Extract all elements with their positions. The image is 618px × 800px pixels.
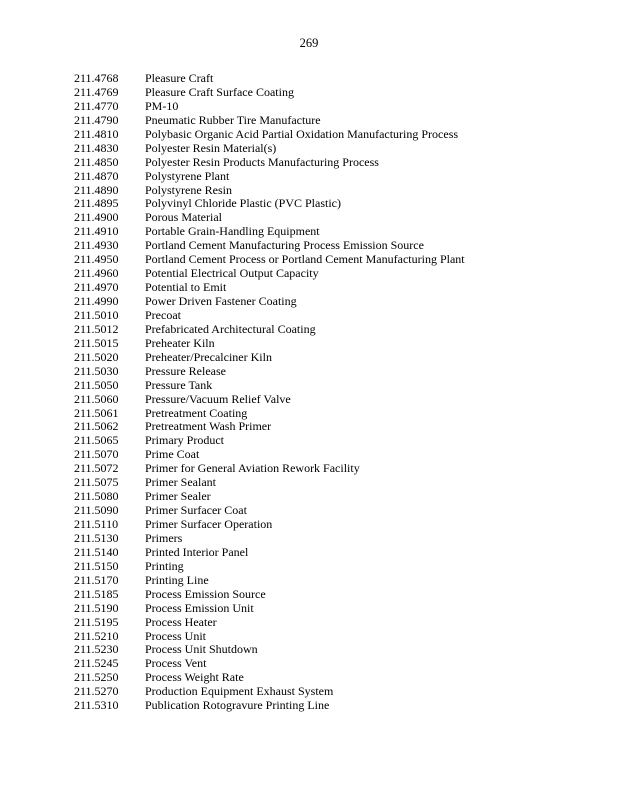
defined-term: Primers	[145, 530, 183, 545]
defined-term: Process Heater	[145, 614, 217, 629]
defined-term: Pressure Tank	[145, 377, 213, 392]
section-number: 211.5070	[74, 447, 119, 462]
defined-term: Publication Rotogravure Printing Line	[145, 698, 330, 713]
defined-term: Precoat	[145, 307, 181, 322]
section-number: 211.4770	[74, 98, 119, 113]
defined-term: Primary Product	[145, 433, 224, 448]
section-number: 211.5250	[74, 670, 119, 685]
page-number: 269	[299, 36, 319, 50]
defined-term: Process Emission Unit	[145, 600, 254, 615]
defined-term: Preheater Kiln	[145, 335, 215, 350]
defined-term: Portland Cement Manufacturing Process Emission Source	[145, 238, 424, 253]
list-item	[74, 393, 594, 407]
defined-term: Polyvinyl Chloride Plastic (PVC Plastic)	[145, 196, 342, 211]
section-number: 211.4990	[74, 294, 119, 308]
defined-term: Prefabricated Architectural Coating	[145, 321, 316, 336]
list-item	[74, 616, 594, 630]
defined-term: Primer Surfacer Operation	[145, 517, 273, 531]
defined-term: Potential to Emit	[145, 280, 227, 295]
list-item	[74, 142, 594, 156]
list-item	[74, 239, 594, 253]
section-number: 211.4768	[74, 71, 119, 85]
list-item	[74, 657, 594, 671]
defined-term: Primer Surfacer Coat	[145, 503, 247, 518]
defined-term: Portland Cement Process or Portland Cement Manufacturing Plant	[145, 252, 465, 267]
section-number: 211.5062	[74, 419, 119, 434]
list-item	[74, 114, 594, 128]
list-item	[74, 699, 594, 713]
section-number: 211.5230	[74, 642, 119, 657]
section-number: 211.4970	[74, 280, 119, 295]
list-item	[74, 281, 594, 295]
defined-term: Pneumatic Rubber Tire Manufacture	[145, 112, 321, 127]
definitions-list	[74, 72, 594, 713]
defined-term: Polystyrene Plant	[145, 168, 230, 183]
defined-term: Process Vent	[145, 656, 207, 671]
section-number: 211.5090	[74, 503, 119, 518]
defined-term: Process Unit Shutdown	[145, 642, 258, 657]
section-number: 211.5140	[74, 544, 119, 559]
section-number: 211.5020	[74, 349, 119, 364]
defined-term: Printing	[145, 558, 184, 573]
list-item	[74, 588, 594, 602]
section-number: 211.5075	[74, 475, 119, 490]
list-item	[74, 476, 594, 490]
section-number: 211.5030	[74, 363, 119, 378]
list-item	[74, 602, 594, 616]
list-item	[74, 225, 594, 239]
section-number: 211.5015	[74, 335, 119, 350]
defined-term: Pretreatment Wash Primer	[145, 419, 272, 434]
section-number: 211.4900	[74, 210, 119, 225]
section-number: 211.4870	[74, 168, 119, 183]
list-item	[74, 420, 594, 434]
list-item	[74, 448, 594, 462]
list-item	[74, 253, 594, 267]
section-number: 211.5080	[74, 489, 119, 504]
defined-term: Primer Sealer	[145, 489, 211, 504]
defined-term: Pressure/Vacuum Relief Valve	[145, 391, 291, 406]
section-number: 211.5270	[74, 684, 119, 699]
defined-term: Portable Grain-Handling Equipment	[145, 224, 320, 239]
list-item	[74, 532, 594, 546]
list-item	[74, 462, 594, 476]
list-item	[74, 72, 594, 86]
section-number: 211.4790	[74, 112, 119, 127]
defined-term: Printing Line	[145, 572, 209, 587]
defined-term: Pretreatment Coating	[145, 405, 248, 420]
defined-term: Pleasure Craft Surface Coating	[145, 84, 294, 99]
section-number: 211.4930	[74, 238, 119, 253]
section-number: 211.5195	[74, 614, 119, 629]
defined-term: Process Weight Rate	[145, 670, 244, 685]
section-number: 211.5310	[74, 698, 119, 713]
list-item	[74, 86, 594, 100]
section-number: 211.5185	[74, 586, 119, 601]
list-item	[74, 643, 594, 657]
section-number: 211.4850	[74, 154, 119, 169]
section-number: 211.5010	[74, 307, 119, 322]
list-item	[74, 323, 594, 337]
list-item	[74, 170, 594, 184]
defined-term: Process Emission Source	[145, 586, 266, 601]
list-item	[74, 407, 594, 421]
section-number: 211.4895	[74, 196, 119, 211]
defined-term: Potential Electrical Output Capacity	[145, 266, 319, 281]
section-number: 211.5210	[74, 628, 119, 643]
section-number: 211.4910	[74, 224, 119, 239]
list-item	[74, 504, 594, 518]
section-number: 211.4960	[74, 266, 119, 281]
defined-term: Polybasic Organic Acid Partial Oxidation Manufacturing Process	[145, 126, 459, 141]
defined-term: Polyester Resin Products Manufacturing Process	[145, 154, 379, 169]
section-number: 211.5061	[74, 405, 119, 420]
section-number: 211.5245	[74, 656, 119, 671]
section-number: 211.4890	[74, 182, 119, 197]
section-number: 211.5072	[74, 461, 119, 476]
list-item	[74, 197, 594, 211]
list-item	[74, 490, 594, 504]
defined-term: Polyester Resin Material(s)	[145, 140, 277, 155]
section-number: 211.5050	[74, 377, 119, 392]
list-item	[74, 295, 594, 309]
section-number: 211.5190	[74, 600, 119, 615]
list-item	[74, 560, 594, 574]
list-item	[74, 365, 594, 379]
section-number: 211.4769	[74, 84, 119, 99]
section-number: 211.5170	[74, 572, 119, 587]
list-item	[74, 518, 594, 532]
section-number: 211.5150	[74, 558, 119, 573]
defined-term: Process Unit	[145, 628, 206, 643]
defined-term: Porous Material	[145, 210, 222, 225]
defined-term: Pleasure Craft	[145, 71, 214, 85]
list-item	[74, 434, 594, 448]
section-number: 211.5060	[74, 391, 119, 406]
list-item	[74, 100, 594, 114]
defined-term: Polystyrene Resin	[145, 182, 232, 197]
section-number: 211.4810	[74, 126, 119, 141]
defined-term: Printed Interior Panel	[145, 544, 249, 559]
section-number: 211.5130	[74, 530, 119, 545]
section-number: 211.4830	[74, 140, 119, 155]
list-item	[74, 267, 594, 281]
section-number: 211.5110	[74, 517, 119, 531]
defined-term: Preheater/Precalciner Kiln	[145, 349, 272, 364]
list-item	[74, 671, 594, 685]
section-number: 211.5012	[74, 321, 119, 336]
list-item	[74, 309, 594, 323]
list-item	[74, 630, 594, 644]
list-item	[74, 574, 594, 588]
list-item	[74, 128, 594, 142]
section-number: 211.5065	[74, 433, 119, 448]
defined-term: Primer for General Aviation Rework Facility	[145, 461, 360, 476]
list-item	[74, 211, 594, 225]
list-item	[74, 351, 594, 365]
defined-term: PM-10	[145, 98, 179, 113]
defined-term: Production Equipment Exhaust System	[145, 684, 334, 699]
list-item	[74, 184, 594, 198]
defined-term: Power Driven Fastener Coating	[145, 294, 297, 308]
list-item	[74, 156, 594, 170]
list-item	[74, 337, 594, 351]
list-item	[74, 685, 594, 699]
defined-term: Pressure Release	[145, 363, 226, 378]
list-item	[74, 546, 594, 560]
defined-term: Primer Sealant	[145, 475, 216, 490]
section-number: 211.4950	[74, 252, 119, 267]
list-item	[74, 379, 594, 393]
defined-term: Prime Coat	[145, 447, 200, 462]
